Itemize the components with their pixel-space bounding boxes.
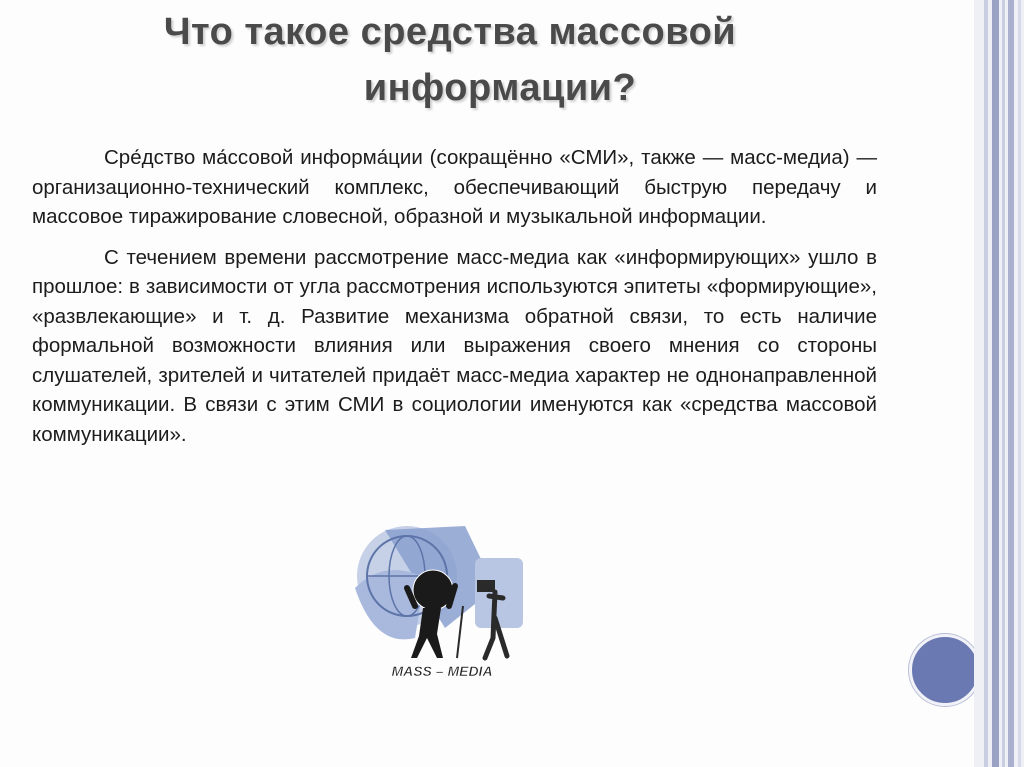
paragraph-history: С течением времени рассмотрение масс-медиа как «информирующих» ушло в прошлое: в зависимости от угла рассмотрения используются эпитеты «формирующие», «развлекающие» и т. д. Развитие механизма обратной связи, то есть наличие формальной возможности влияния или выражения своего мнения со стороны слушателей, зрителей и читателей придаёт масс-медиа характер не однонаправленной коммуникации. В связи с этим СМИ в социологии именуются как «средства массовой коммуникации». [32,245,877,446]
mass-media-logo [345,518,540,683]
decorative-circle [909,634,981,706]
slide-body [32,143,877,460]
paragraph-definition: Сре́дство ма́ссовой информа́ции (сокращённо «СМИ», также — масс-медиа) — организационно-технический комплекс, обеспечивающий быструю передачу и массовое тиражирование словесной, образной и музыкальной информации. [32,146,877,228]
title-line-2: информации? [363,67,637,109]
camera-icon [477,580,495,592]
title-line-1: Что такое средства массовой [163,11,737,53]
screen-shape [475,558,523,628]
slide-title [60,4,840,116]
logo-text: MASS – MEDIA [391,663,493,679]
decorative-stripes [974,0,1024,767]
